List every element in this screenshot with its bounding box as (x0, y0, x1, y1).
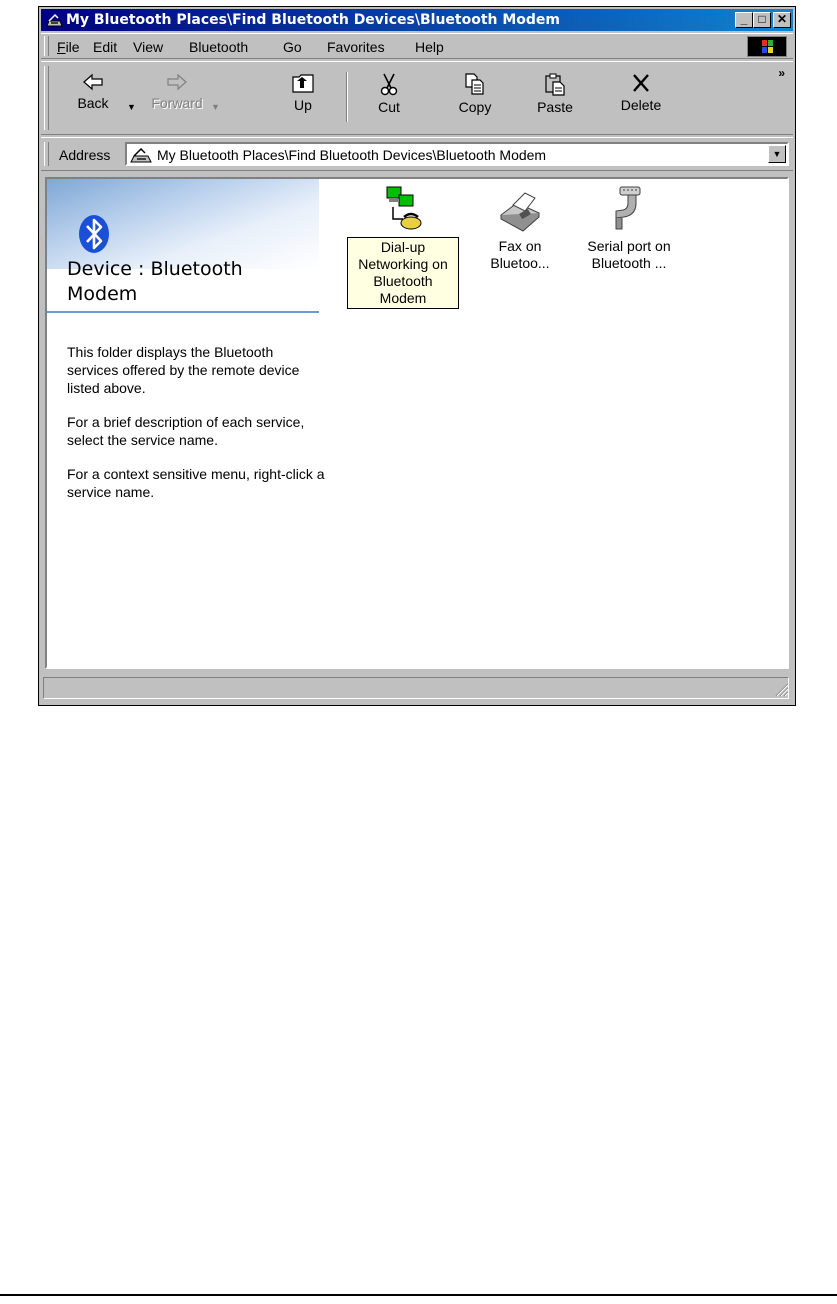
minimize-glyph: _ (740, 12, 748, 26)
address-bar (41, 137, 793, 171)
menu-file-key: F (57, 39, 66, 55)
close-button[interactable] (773, 12, 791, 28)
title-bar[interactable] (41, 9, 793, 31)
dialup-networking-icon (383, 185, 423, 233)
address-value: My Bluetooth Places\Find Bluetooth Devices\Bluetooth Modem (157, 147, 547, 163)
description-paragraph: For a context sensitive menu, right-click a service name. (67, 466, 325, 500)
scissors-icon (379, 72, 399, 96)
forward-arrow-icon (166, 72, 188, 92)
toolbar-more-chevron[interactable]: » (778, 66, 785, 80)
menu-edit[interactable] (93, 39, 117, 55)
menu-view-label: View (133, 39, 164, 55)
toolbar-grip[interactable] (44, 66, 49, 130)
window-title: My Bluetooth Places\Find Bluetooth Devices\Bluetooth Modem (66, 12, 561, 28)
service-label: Dial-up Networking on Bluetooth Modem (347, 237, 459, 309)
folder-description (67, 343, 327, 517)
back-dropdown-arrow[interactable]: ▼ (127, 102, 136, 112)
up-button[interactable] (273, 66, 333, 130)
menu-file[interactable] (57, 39, 80, 55)
description-paragraph: For a brief description of each service, select the service name. (67, 414, 305, 448)
status-bar (41, 675, 793, 701)
minimize-button[interactable] (735, 12, 753, 28)
delete-x-icon (630, 72, 652, 94)
serial-port-icon (612, 185, 646, 233)
addressbar-grip[interactable] (44, 142, 49, 166)
menu-bluetooth[interactable] (189, 39, 248, 55)
service-fax[interactable] (477, 185, 563, 273)
paste-icon (544, 72, 566, 96)
menubar-grip[interactable] (44, 36, 49, 56)
maximize-button[interactable] (753, 12, 771, 28)
maximize-glyph: □ (758, 12, 766, 26)
toolbar-separator (346, 72, 348, 122)
menu-edit-label: Edit (93, 39, 118, 55)
copy-button[interactable] (445, 66, 505, 130)
copy-icon (464, 72, 486, 96)
service-label: Fax on Bluetoo... (490, 238, 550, 271)
back-button[interactable] (63, 66, 123, 130)
status-pane (43, 677, 789, 699)
resize-grip-icon[interactable] (775, 683, 789, 697)
address-dropdown-button[interactable]: ▼ (768, 145, 786, 163)
page-footer-rule (0, 1294, 837, 1296)
bluetooth-logo-icon (77, 213, 111, 255)
description-paragraph: This folder displays the Bluetooth services offered by the remote device listed above. (67, 344, 300, 396)
bluetooth-device-icon (130, 146, 152, 164)
menu-help-label: Help (415, 39, 444, 55)
windows-logo-icon (747, 36, 787, 57)
menu-go-label: Go (283, 39, 302, 55)
delete-button[interactable] (611, 66, 671, 130)
service-dialup-networking[interactable] (347, 185, 459, 309)
standard-toolbar (41, 61, 793, 135)
forward-label: Forward (151, 95, 203, 111)
cut-label: Cut (378, 99, 400, 115)
back-label: Back (77, 95, 109, 111)
menu-bar (41, 33, 793, 59)
folder-view (45, 177, 789, 669)
title-divider (47, 311, 319, 313)
forward-button[interactable] (147, 66, 207, 130)
menu-view[interactable] (133, 39, 163, 55)
copy-label: Copy (458, 99, 492, 115)
menu-bluetooth-label: Bluetooth (189, 39, 249, 55)
menu-favorites[interactable] (327, 39, 385, 55)
cut-button[interactable] (359, 66, 419, 130)
forward-dropdown-arrow[interactable]: ▼ (211, 102, 220, 112)
service-serial-port[interactable] (577, 185, 681, 273)
menu-help[interactable] (415, 39, 444, 55)
close-icon: ✕ (776, 12, 788, 26)
device-title: Device : Bluetooth Modem (67, 258, 243, 305)
delete-label: Delete (620, 97, 662, 113)
explorer-window (38, 6, 796, 706)
menu-favorites-label: Favorites (327, 39, 385, 55)
paste-label: Paste (537, 99, 573, 115)
paste-button[interactable] (525, 66, 585, 130)
menu-go[interactable] (283, 39, 302, 55)
service-label: Serial port on Bluetooth ... (587, 238, 671, 271)
address-label: Address (59, 147, 111, 163)
windows-flag-icon (748, 37, 786, 56)
fax-icon (497, 185, 543, 233)
address-input[interactable] (125, 142, 789, 166)
up-folder-icon (291, 72, 315, 94)
up-label: Up (294, 97, 312, 113)
menu-file-label: ile (65, 39, 80, 55)
back-arrow-icon (82, 72, 104, 92)
bluetooth-device-icon (46, 12, 63, 28)
